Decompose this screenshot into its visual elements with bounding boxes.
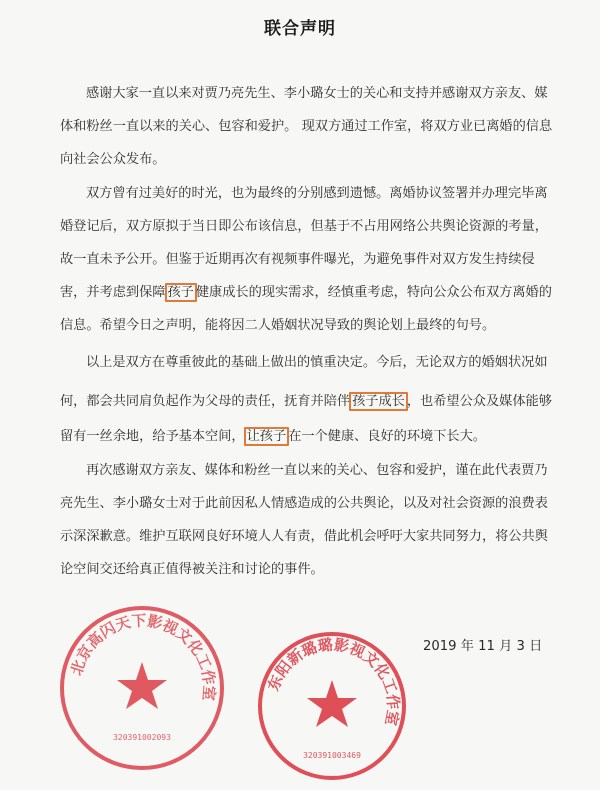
para1-line2: 体和粉丝一直以来的关心、包容和爱护。 现双方通过工作室，将双方业已离婚的信息: [60, 119, 553, 134]
left-seal-serial: 320391002093: [113, 733, 171, 742]
left-seal: [54, 600, 230, 776]
para3-line2: [60, 392, 552, 412]
para2-line5: 信息。希望今日之声明，能将因二人婚姻状况导致的舆论划上最终的句号。: [60, 318, 496, 333]
right-seal: [254, 628, 410, 784]
para3-line1: 以上是双方在尊重彼此的基础上做出的慎重决定。今后，无论双方的婚姻状况如: [86, 355, 548, 370]
para2-line2: 婚登记后，双方原拟于当日即公布该信息，但基于不占用网络公共舆论资源的考量，: [60, 219, 548, 234]
para3-line2-text: 何，都会共同肩负起作为父母的责任，抚育并陪伴 孩子成长 ，也希望公众及媒体能够: [60, 394, 552, 409]
right-seal-serial: 320391003469: [303, 751, 361, 760]
left-seal-text: 北京高闪天下影视文化工作室: [67, 611, 219, 702]
para2-line3: 故一直未予公开。但鉴于近期再次有视频事件曝光，为避免事件对双方发生持续侵: [60, 252, 535, 267]
highlight-haizi: 孩子: [165, 283, 197, 302]
para2-line4: [60, 283, 552, 303]
para4-line4: 论空间交还给真正值得被关注和讨论的事件。: [60, 562, 324, 577]
document-date: 2019 年 11 月 3 日: [423, 639, 543, 654]
para4-line3: 示深深歉意。维护互联网良好环境人人有责，借此机会呼吁大家共同努力，将公共舆: [60, 529, 548, 544]
para1-line1: 感谢大家一直以来对贾乃亮先生、李小璐女士的关心和支持并感谢双方亲友、媒: [86, 86, 548, 101]
highlight-haizi-chengzhang: 孩子成长: [349, 392, 408, 411]
document-title: 联合声明: [264, 19, 336, 39]
para4-line2: 亮先生、李小璐女士对于此前因私人情感造成的公共舆论，以及对社会资源的浪费表: [60, 496, 548, 511]
para3-line3: [60, 427, 486, 447]
para3-line3-text: 留有一丝余地，给予基本空间， 让孩子 在一个健康、良好的环境下长大。: [60, 429, 486, 444]
right-seal-text: 东阳新璐璐影视文化工作室: [264, 635, 403, 728]
para4-line1: 再次感谢双方亲友、媒体和粉丝一直以来的关心、包容和爱护，谨在此代表贾乃: [86, 463, 548, 478]
para2-line1: 双方曾有过美好的时光，也为最终的分别感到遗憾。离婚协议签署并办理完毕离: [86, 186, 548, 201]
para1-line3: 向社会公众发布。: [60, 152, 166, 167]
highlight-rang-haizi: 让孩子: [244, 427, 290, 446]
para2-line4-text: 害，并考虑到保障 孩子 健康成长的现实需求，经慎重考虑，特向公众公布双方离婚的: [60, 285, 552, 300]
